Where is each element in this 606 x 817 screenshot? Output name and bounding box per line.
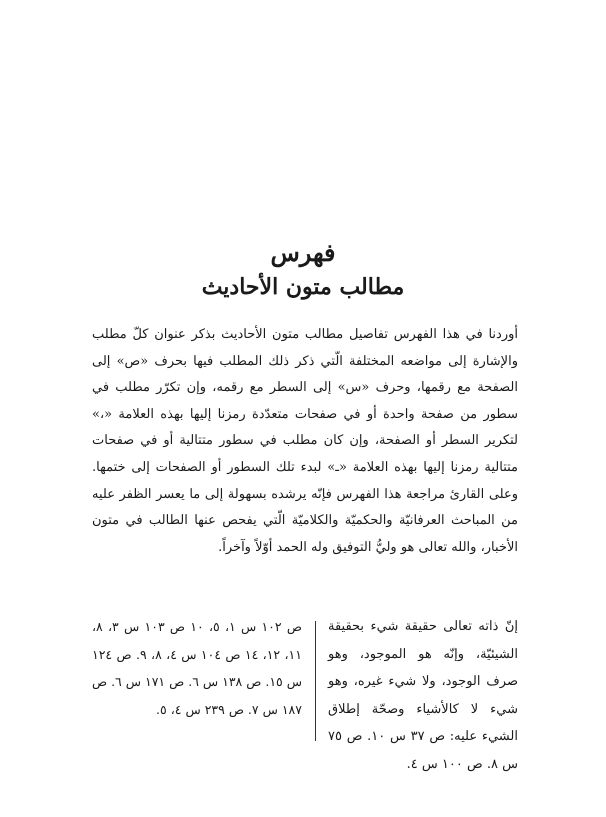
intro-paragraph	[92, 322, 518, 561]
column-divider	[315, 621, 316, 741]
page-title: فهرس	[270, 238, 336, 267]
title-block	[0, 236, 606, 304]
page-subtitle: مطالب متون الأحاديث	[201, 274, 405, 300]
intro-text: أوردنا في هذا الفهرس تفاصيل مطالب متون الأحاديث بذكر عنوان كلّ مطلب والإشارة إلى مواضعه المختلفة الّتي ذكر ذلك المطلب فيها بحرف «ص» إلى الصفحة مع رقمها، وحرف «س» إلى السطر مع رقمه، وإن تكرّر مطلب في سطور من صفحة واحدة أو في صفحات متعدّدة رمزنا إليها بهذه العلامة «،» لتكرير السطر أو الصفحة، وإن كان مطلب في سطور متتالية أو في صفحات متتالية رمزنا إليها بهذه العلامة «ـ» لبدء تلك السطور أو الصفحات إلى ختمها. وعلى القارئ مراجعة هذا الفهرس فإنّه يرشده بسهولة إلى ما يعسر الظفر عليه من المباحث العرفانيّة والحكميّة والكلاميّة الّتي يفحص عنها الطالب في متون الأخبار، والله تعالى هو وليُّ التوفيق وله الحمد أوّلاً وآخراً.	[92, 327, 518, 555]
index-entry	[91, 613, 518, 772]
index-entry-references: ص ١٠٢ س ١، ٥، ١٠ ص ١٠٣ س ٣، ٨، ١١، ١٢، ١٤ ص ١٠٤ س ٤، ٨، ٩. ص ١٢٤ س ١٥. ص ١٣٨ س ٦. ص ١٧١ س ٦. ص ١٨٧ س ٧. ص ٢٣٩ س ٤، ٥.	[91, 619, 302, 717]
index-entry-text: إنّ ذاته تعالى حقيقة شيء بحقيقة الشيئيّة، وإنّه هو الموجود، وهو صرف الوجود، ولا شيء غيره، وهو شيء لا كالأشياء وصحّة إطلاق الشيء عليه: ص ٣٧ س ١٠. ص ٧٥ س ٨. ص ١٠٠ س ٤.	[328, 619, 518, 772]
